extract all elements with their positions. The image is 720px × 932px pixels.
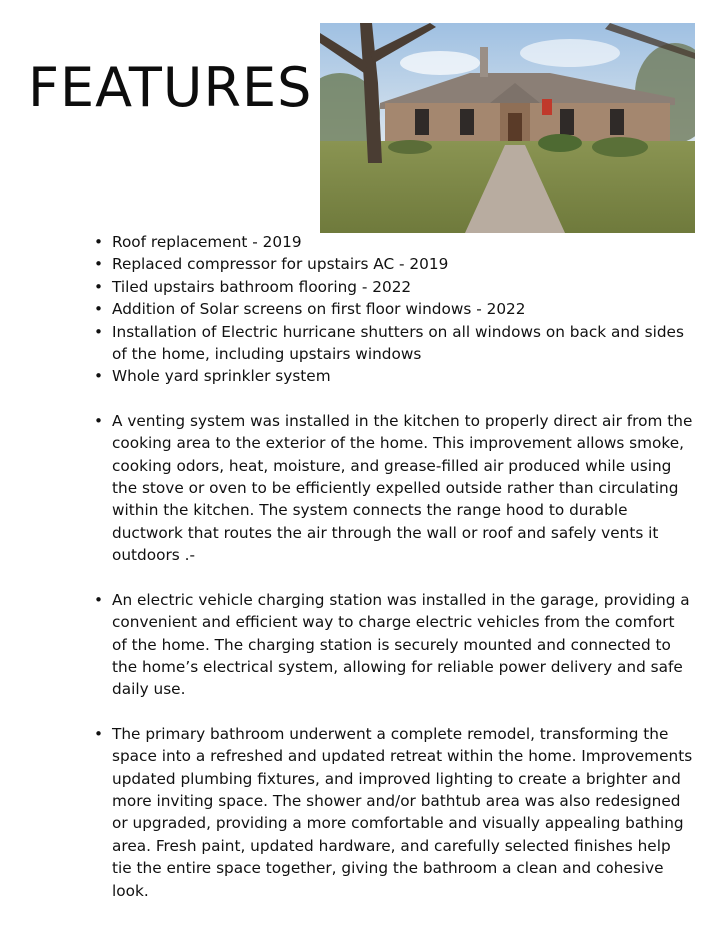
list-item: • An electric vehicle charging station was installed in the garage, providing a convenient and efficient way to charge electric vehicles from the comfort of the home. The charging station is securely mounted and connected to the home’s electrical system, allowing for reliable power delivery and safe daily use. — [94, 589, 694, 701]
list-item: • A venting system was installed in the kitchen to properly direct air from the cooking area to the exterior of the home. This improvement allows smoke, cooking odors, heat, moisture, and grease-filled air produced while using the stove or oven to be efficiently expelled outside rather than circulating within the kitchen. The system connects the range hood to durable ductwork that routes the air through the wall or roof and safely vents it outdoors .- — [94, 410, 694, 567]
page-title: FEATURES — [28, 56, 313, 119]
list-item: • The primary bathroom underwent a complete remodel, transforming the space into a refreshed and updated retreat within the home. Improvements updated plumbing fixtures, and improved lighting to create a brighter and more inviting space. The shower and/or bathtub area was also redesigned or upgraded, providing a more comfortable and visually appealing bathing area. Fresh paint, updated hardware, and carefully selected finishes help tie the entire space together, giving the bathroom a clean and cohesive look. — [94, 723, 694, 902]
list-item: • Roof replacement - 2019 — [94, 231, 694, 253]
list-item: • Replaced compressor for upstairs AC - 2019 — [94, 253, 694, 275]
house-exterior-photo — [320, 23, 695, 233]
front-door — [508, 113, 522, 145]
list-item: • Whole yard sprinkler system — [94, 365, 694, 387]
list-item: • Addition of Solar screens on first floor windows - 2022 — [94, 298, 694, 320]
features-list — [94, 231, 694, 902]
list-item: • Tiled upstairs bathroom flooring - 2022 — [94, 276, 694, 298]
list-item: • Installation of Electric hurricane shutters on all windows on back and sides of the home, including upstairs windows — [94, 321, 694, 366]
